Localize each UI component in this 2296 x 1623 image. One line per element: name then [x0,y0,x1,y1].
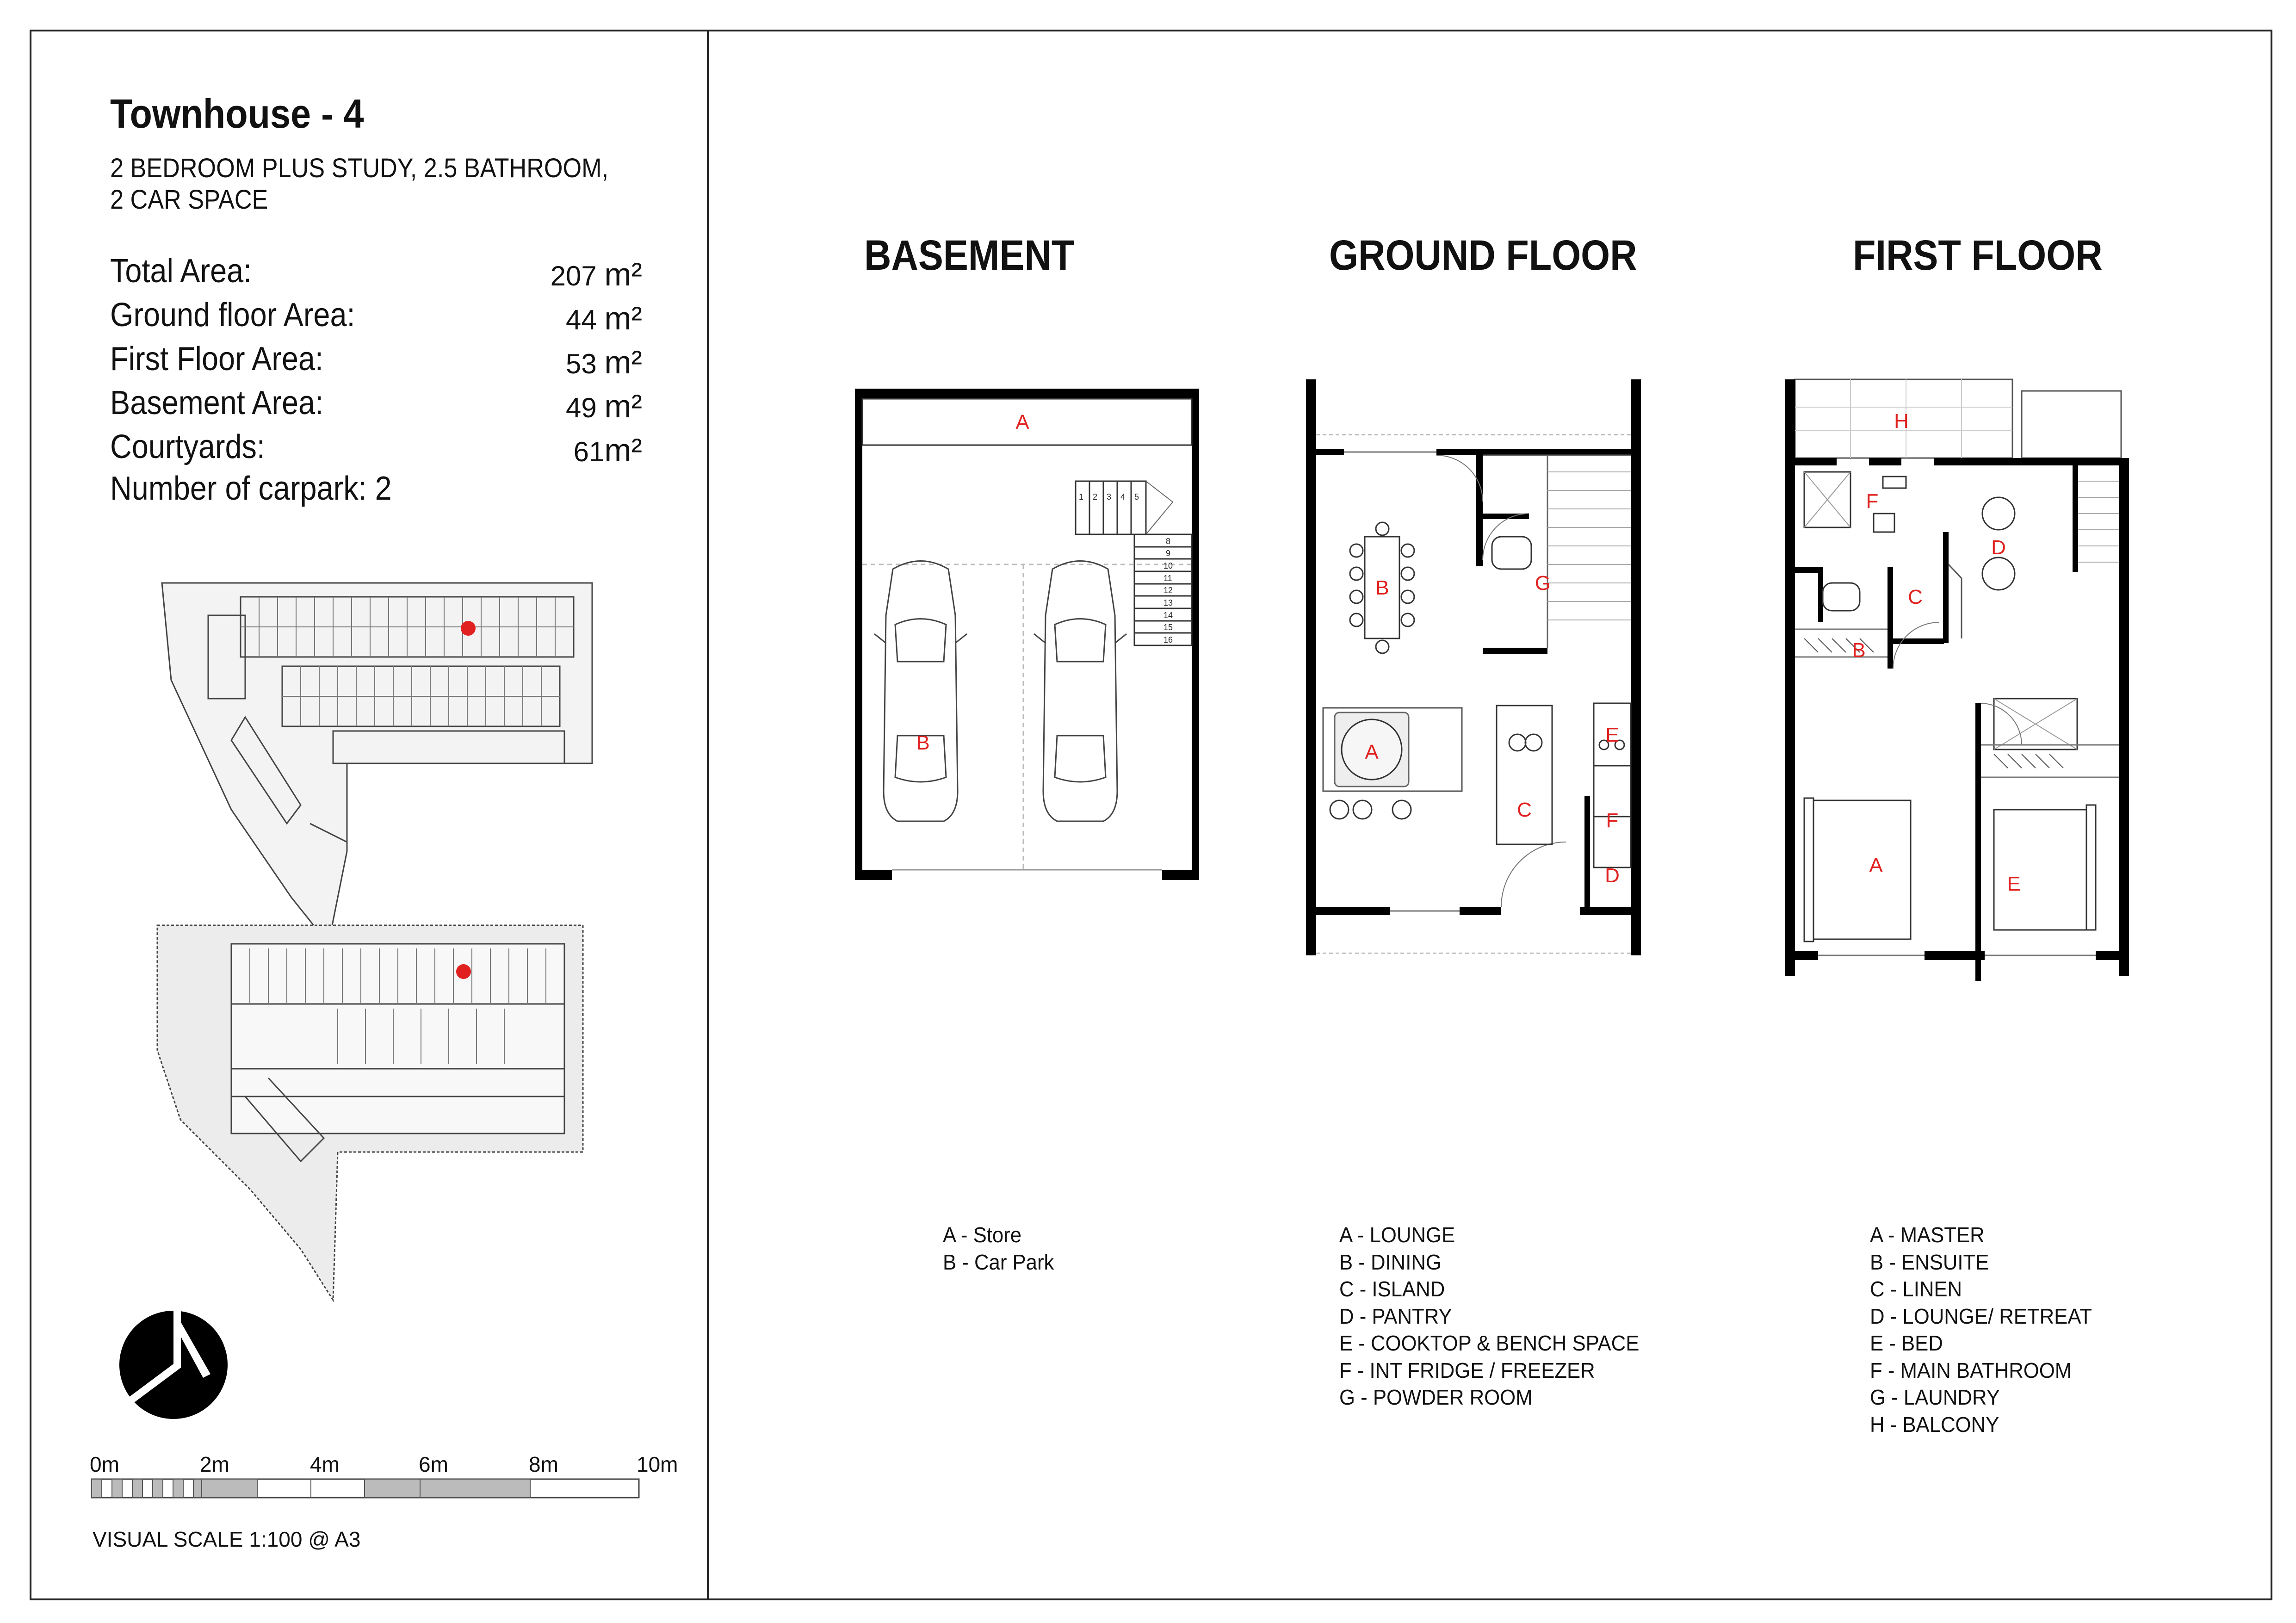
stair-number: 8 [1166,537,1171,546]
site-location-marker-lower [456,964,471,979]
area-value [551,256,642,293]
first-floor-heading: FIRST FLOOR [1853,232,2103,279]
ground-room-label: G [1535,572,1551,595]
stair-number: 16 [1163,635,1173,644]
first-room-label: D [1991,536,2006,559]
first-walls [1785,379,2129,981]
legend-item: A - MASTER [1870,1223,1985,1247]
carpark-count: Number of carpark: 2 [110,470,392,507]
stair-number: 10 [1163,561,1173,570]
legend-item: B - DINING [1339,1250,1442,1274]
legend-item: C - ISLAND [1339,1277,1445,1301]
car-right-icon [1034,561,1126,822]
scale-label: 6m [419,1452,448,1476]
site-plan-upper [162,583,592,944]
area-unit: m² [604,388,642,424]
area-row-basement [110,384,642,428]
site-plan-lower [157,925,583,1300]
area-unit: m² [604,256,642,292]
area-unit: m² [604,432,642,468]
scale-label: 8m [529,1452,558,1476]
north-arrow-icon [118,1309,229,1420]
ground-floor-legend [1339,1221,1639,1411]
area-label: Ground floor Area: [110,297,355,334]
first-balcony-outline [1795,379,2121,458]
area-label: Courtyards: [110,428,265,465]
basement-legend [943,1221,1054,1276]
scale-caption: VISUAL SCALE 1:100 @ A3 [93,1527,361,1551]
ground-room-label: F [1606,809,1619,832]
basement-walls [855,389,1199,880]
area-schedule [110,252,642,472]
basement-heading: BASEMENT [864,232,1075,279]
ground-room-label: E [1605,724,1619,746]
stair-numbers [1079,492,1173,644]
stair-number: 4 [1120,492,1126,502]
legend-item: D - PANTRY [1339,1304,1452,1328]
first-room-label: C [1908,586,1923,608]
legend-item: C - LINEN [1870,1277,1962,1301]
legend-item: F - MAIN BATHROOM [1870,1358,2072,1382]
stair-number: 14 [1163,611,1173,620]
area-unit: m² [604,300,642,336]
scale-bar [91,1478,646,1506]
legend-item: A - Store [943,1223,1022,1247]
area-number: 207 [550,260,597,291]
legend-item: G - LAUNDRY [1870,1385,2000,1409]
legend-item: G - POWDER ROOM [1339,1385,1533,1409]
ground-room-label: C [1517,799,1532,821]
legend-item: E - COOKTOP & BENCH SPACE [1339,1331,1640,1355]
ground-floor-plan [1298,379,1649,962]
area-label: Total Area: [110,253,252,290]
ground-room-label: D [1605,864,1620,887]
ground-walls [1306,379,1641,955]
scale-label: 10m [637,1452,678,1476]
area-row-first [110,340,642,384]
basement-plan [851,384,1203,888]
unit-description [110,153,608,216]
area-number: 61 [573,436,605,467]
ground-courtyard-outline [1316,435,1631,953]
panel-divider [707,30,709,1600]
basement-room-label: A [1015,411,1029,434]
legend-item: H - BALCONY [1870,1412,1999,1437]
legend-item: B - Car Park [943,1250,1054,1274]
stair-number: 3 [1107,492,1112,502]
stair-number: 12 [1163,586,1173,595]
area-row-ground [110,296,642,340]
site-location-marker-upper [461,621,476,636]
stair-number: 1 [1079,492,1084,502]
first-room-label: A [1869,854,1883,877]
basement-linework [862,399,1192,870]
area-row-total [110,252,642,296]
area-value [574,432,642,469]
area-value [566,344,642,381]
area-value [566,388,642,425]
stair-number: 13 [1163,598,1173,607]
legend-item: B - ENSUITE [1870,1250,1989,1274]
basement-room-label: B [916,731,930,754]
stair-number: 9 [1166,549,1171,558]
scale-label: 0m [90,1452,119,1476]
first-room-label: F [1866,490,1879,513]
first-room-label: H [1894,410,1909,433]
area-label: Basement Area: [110,384,324,421]
area-number: 49 [565,392,597,423]
area-value [566,300,642,337]
scale-label: 2m [200,1452,229,1476]
ground-floor-heading: GROUND FLOOR [1329,232,1637,279]
stair-number: 2 [1093,492,1098,502]
area-unit: m² [604,344,642,380]
site-key-plan [153,564,597,1305]
area-row-courtyards [110,428,642,472]
area-label: First Floor Area: [110,341,323,378]
area-number: 44 [565,304,597,335]
car-left-icon [874,561,967,822]
page-title: Townhouse - 4 [110,91,364,136]
unit-description-line2: 2 CAR SPACE [110,185,268,215]
first-room-label: E [2007,873,2021,895]
first-room-label: B [1852,639,1866,662]
legend-item: A - LOUNGE [1339,1223,1455,1247]
scale-label: 4m [310,1452,340,1476]
first-linework [1795,465,2119,955]
legend-item: E - BED [1870,1331,1943,1355]
stair-number: 5 [1134,492,1139,502]
ground-room-label: B [1375,576,1389,599]
unit-description-line1: 2 BEDROOM PLUS STUDY, 2.5 BATHROOM, [110,153,609,183]
legend-item: F - INT FRIDGE / FREEZER [1339,1358,1595,1382]
first-floor-legend [1870,1221,2092,1438]
ground-room-label: A [1365,741,1379,763]
first-floor-plan [1776,379,2137,981]
area-number: 53 [565,348,597,379]
legend-item: D - LOUNGE/ RETREAT [1870,1304,2092,1328]
stair-number: 15 [1163,623,1173,632]
stair-number: 11 [1163,574,1172,583]
